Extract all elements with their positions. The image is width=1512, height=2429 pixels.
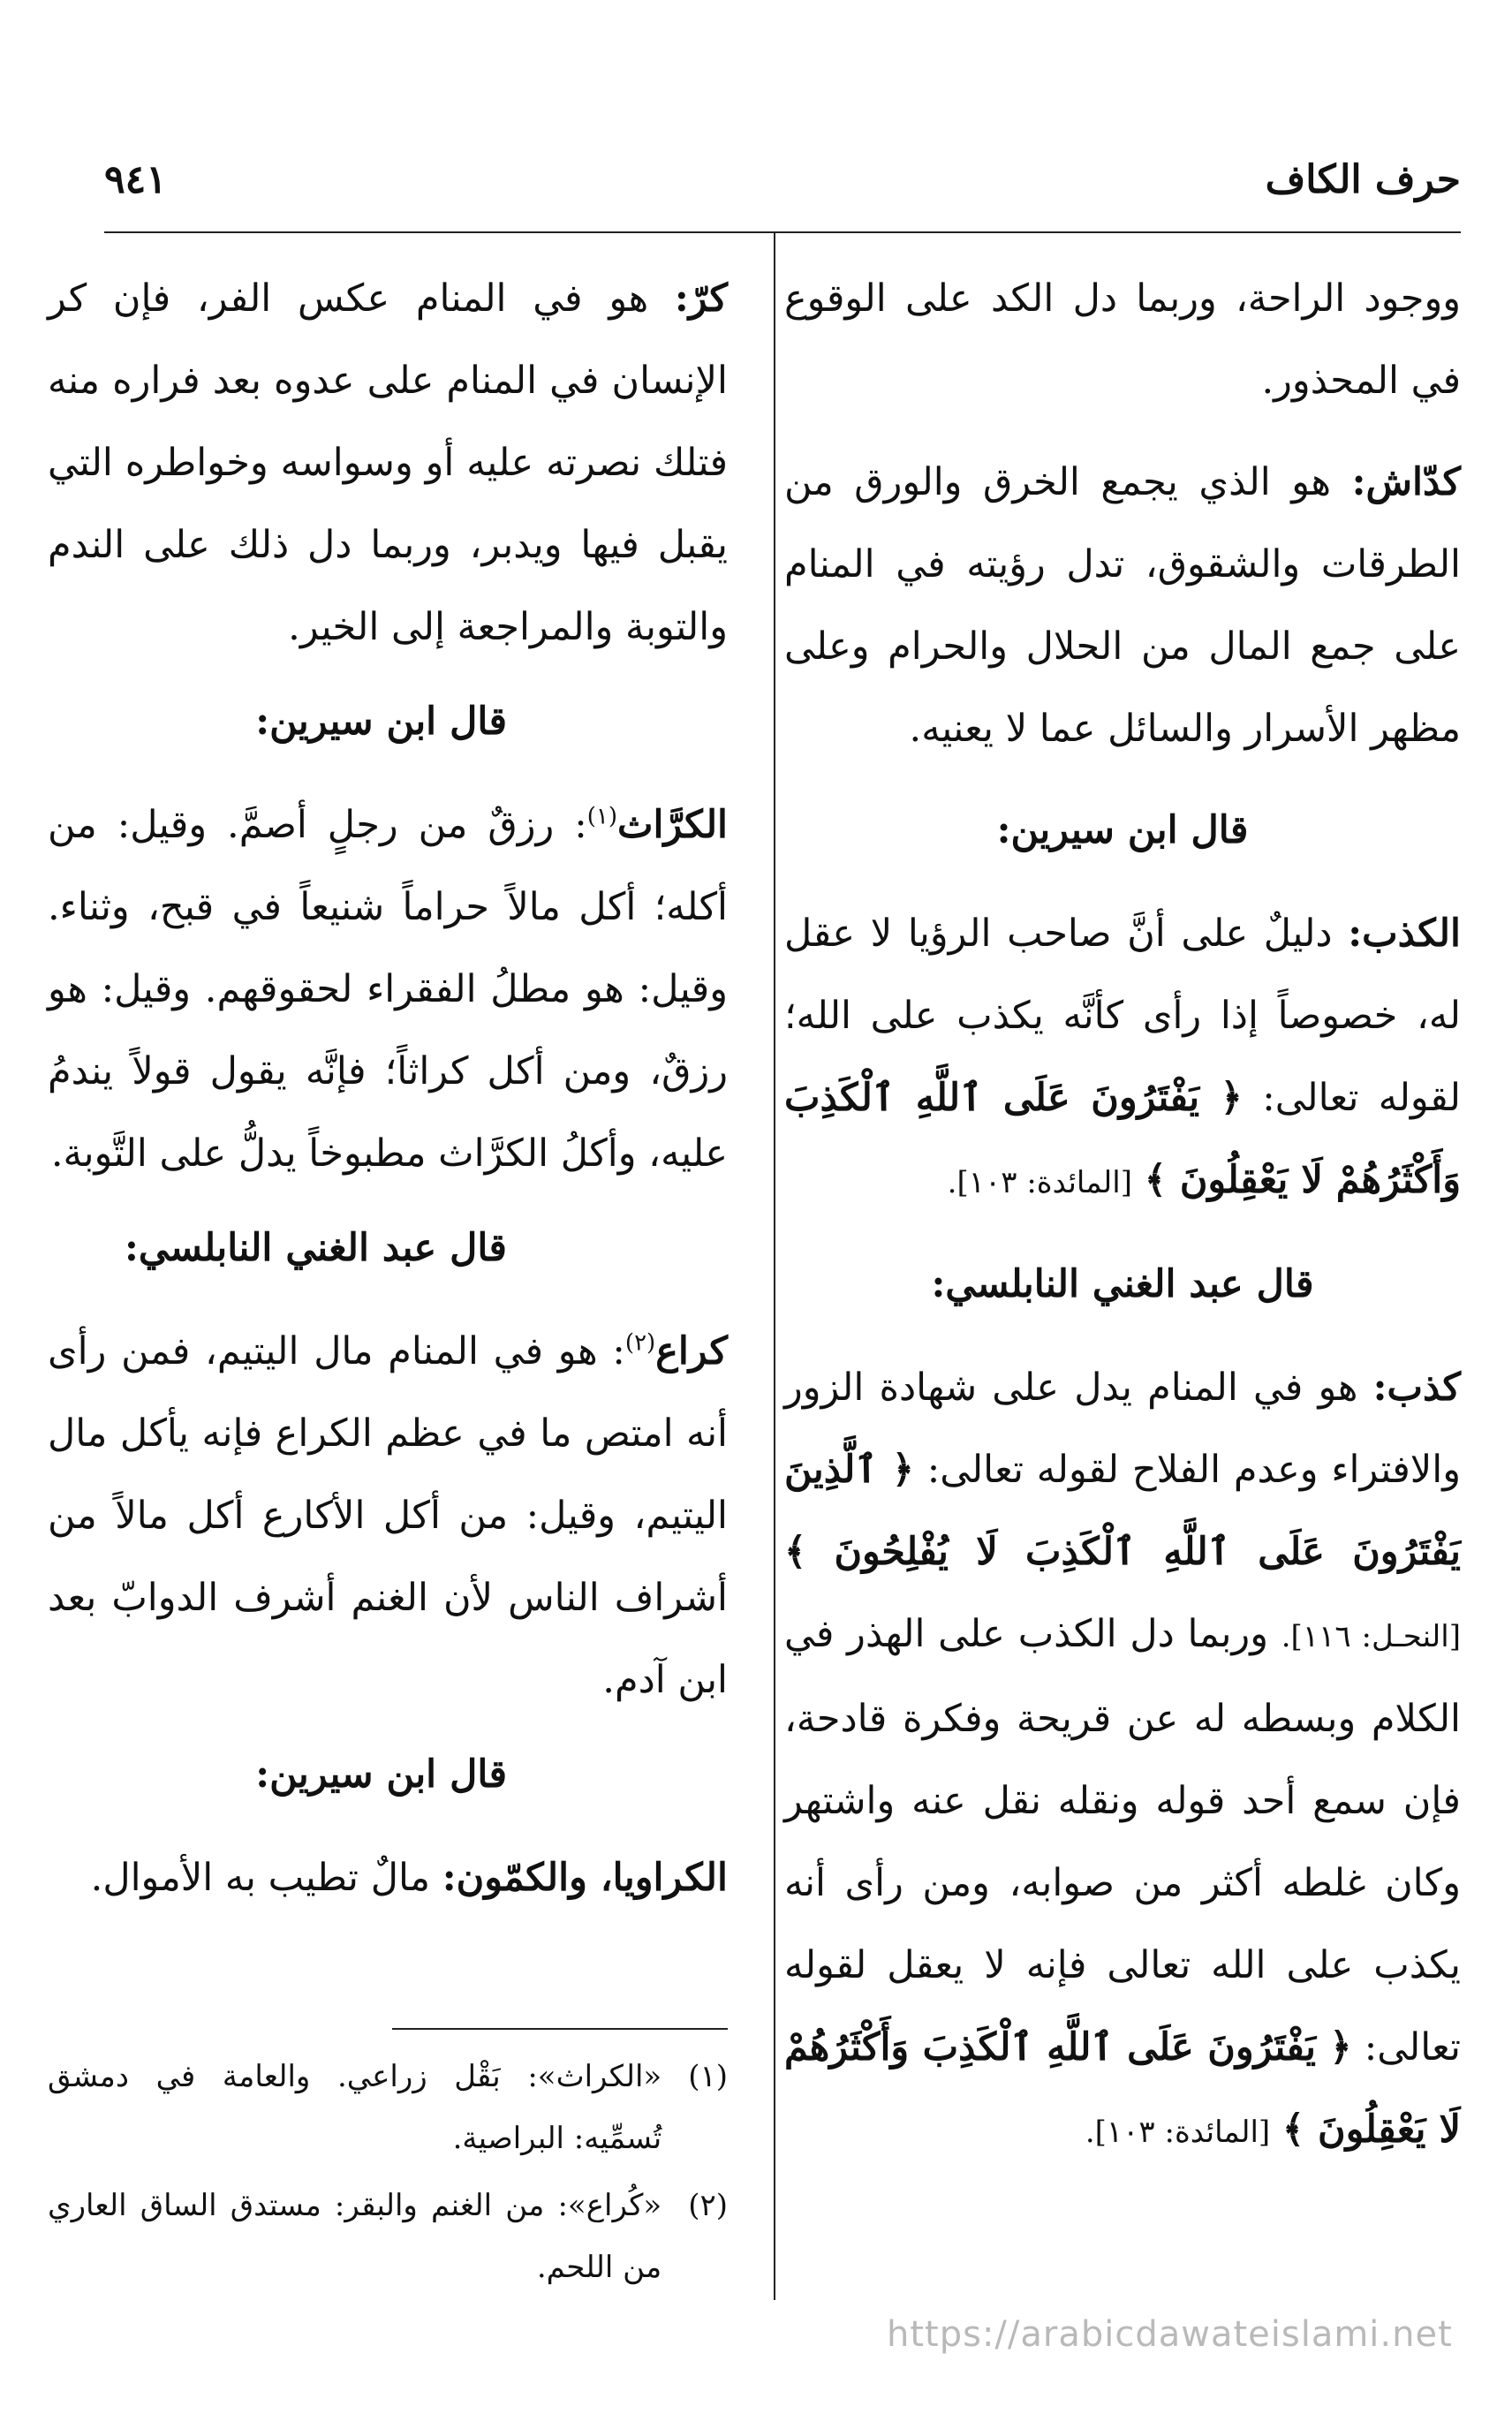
entry-term: كراع (655, 1329, 728, 1373)
section-heading: قال عبد الغني النابلسي: (124, 1226, 507, 1270)
entry-karr: كرّ: هو في المنام عكس الفر، فإن كر الإنسان في المنام على عدوه بعد فراره منه فتلك نصرته عليه أو وسواسه وخواطره التي يقبل فيها ويدبر، وربما دل ذلك على الندم والتوبة والمراجعة إلى الخير. (48, 276, 728, 649)
entry-term: كذب: (1372, 1366, 1461, 1410)
section-heading: قال ابن سيرين: (255, 1752, 507, 1797)
quran-verse: ﴿ يَفْتَرُونَ عَلَى ٱللَّهِ ٱلْكَذِبَ وَأَكْثَرُهُمْ لَا يَعْقِلُونَ ﴾ (784, 1076, 1461, 1202)
column-divider (774, 233, 775, 2300)
entry-term: كرّ: (674, 276, 728, 321)
footnote-text: «كُراع»: من الغنم والبقر: مستدق الساق العاري من اللحم. (48, 2188, 662, 2285)
footnote-marker: (٢) (624, 1329, 656, 1357)
section-heading: قال ابن سيرين: (996, 808, 1249, 852)
entry-kura: كراع$^{(٢)}$: هو في المنام مال اليتيم، فمن رأى أنه امتص ما في عظم الكراع فإنه يأكل مال اليتيم، وقيل: من أكل الأكارع أكل مالاً من أشراف الناس لأن الغنم أشرف الدوابّ بعد ابن آدم. (48, 1329, 728, 1702)
entry-term: الكرَّاث (617, 803, 728, 847)
entry-kaddash: كدّاش: هو الذي يجمع الخرق والورق من الطرقات والشقوق، تدل رؤيته في المنام على جمع المال من الحلال والحرام وعلى مظهر الأسرار والسائل عما لا يعنيه. (784, 460, 1461, 751)
section-heading: قال ابن سيرين: (255, 700, 507, 744)
paragraph: ووجود الراحة، وربما دل الكد على الوقوع في المحذور. (784, 276, 1461, 403)
watermark-url: https://arabicdawateislami.net (887, 2314, 1453, 2355)
entry-term: الكراويا، والكمّون: (442, 1856, 728, 1900)
entry-kadhib: الكذب: دليلٌ على أنَّ صاحب الرؤيا لا عقل له، خصوصاً إذا رأى كأنَّه يكذب على الله؛ لقوله تعالى: ﴿ يَفْتَرُونَ عَلَى ٱللَّهِ ٱلْكَذِبَ وَأَكْثَرُهُمْ لَا يَعْقِلُونَ ﴾ [المائدة: ١٠٣]. (784, 912, 1461, 1202)
footnote-number: (٢) (688, 2188, 728, 2223)
footnote-text: «الكراث»: بَقْل زراعي. والعامة في دمشق تُسمِّيه: البراصية. (48, 2059, 662, 2156)
right-column (784, 258, 1461, 2193)
footnote-divider (392, 2028, 728, 2030)
verse-reference: [النحـل: ١١٦]. (1281, 1619, 1461, 1654)
header-divider (104, 231, 1461, 233)
verse-reference: [المائدة: ١٠٣]. (1085, 2115, 1271, 2150)
footnote-marker: (١) (586, 803, 618, 830)
verse-reference: [المائدة: ١٠٣]. (947, 1165, 1133, 1200)
entry-kadhb: كذب: هو في المنام يدل على شهادة الزور والافتراء وعدم الفلاح لقوله تعالى: ﴿ ٱلَّذِينَ يَفْتَرُونَ عَلَى ٱللَّهِ ٱلْكَذِبَ لَا يُفْلِحُونَ ﴾ [النحـل: ١١٦]. وربما دل الكذب على الهذر في الكلام وبسطه له عن قريحة وفكرة قادحة، فإن سمع أحد قوله ونقله نقل عنه واشتهر وكان غلطه أكثر من صوابه، ومن رأى أنه يكذب على الله تعالى فإنه لا يعقل لقوله تعالى: ﴿ يَفْتَرُونَ عَلَى ٱللَّهِ ٱلْكَذِبَ وَأَكْثَرُهُمْ لَا يَعْقِلُونَ ﴾ [المائدة: ١٠٣]. (784, 1366, 1462, 2152)
section-heading: قال عبد الغني النابلسي: (931, 1262, 1314, 1306)
entry-karawya: الكراويا، والكمّون: مالٌ تطيب به الأموال. (90, 1856, 728, 1900)
chapter-title: حرف الكاف (1265, 157, 1461, 202)
quran-verse: ﴿ يَفْتَرُونَ عَلَى ٱللَّهِ ٱلْكَذِبَ وَأَكْثَرُهُمْ لَا يَعْقِلُونَ ﴾ (784, 2025, 1461, 2152)
footnote (48, 2175, 728, 2298)
footnote (48, 2046, 728, 2169)
footnote-number: (١) (688, 2059, 728, 2094)
entry-term: كدّاش: (1351, 460, 1461, 504)
footnotes (48, 2046, 728, 2304)
entry-kurrath: الكرَّاث$^{(١)}$: رزقٌ من رجلٍ أصمَّ. وقيل: من أكله؛ أكل مالاً حراماً شنيعاً في قبح، وثناء. وقيل: هو مطلُ الفقراء لحقوقهم. وقيل: هو رزقٌ، ومن أكل كراثاً؛ فإنَّه يقول قولاً يندمُ عليه، وأكلُ الكرَّاث مطبوخاً يدلُّ على التَّوبة. (48, 803, 728, 1176)
quran-verse: ﴿ ٱلَّذِينَ يَفْتَرُونَ عَلَى ٱللَّهِ ٱلْكَذِبَ لَا يُفْلِحُونَ ﴾ (784, 1448, 1461, 1574)
page-number: ٩٤١ (104, 157, 167, 202)
entry-term: الكذب: (1348, 912, 1461, 956)
left-column (48, 258, 728, 1939)
